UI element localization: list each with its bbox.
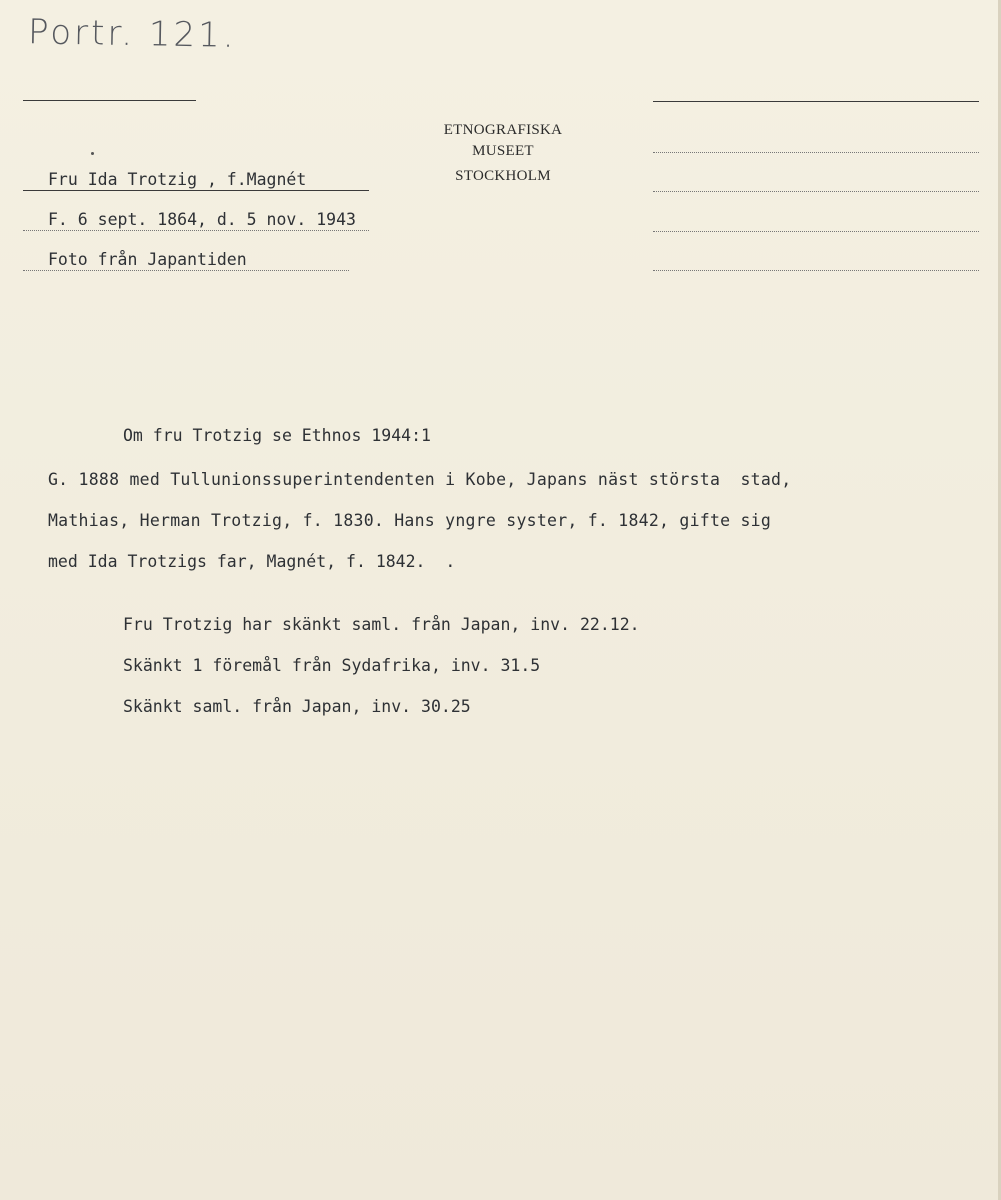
dot-mark: [91, 152, 94, 155]
right-line-3: [653, 231, 979, 232]
gift-line-1: Fru Trotzig har skänkt saml. från Japan, inv. 22.12.: [123, 615, 640, 634]
museum-line-3: STOCKHOLM: [455, 168, 551, 184]
top-left-rule: [23, 100, 196, 101]
photo-underline: [23, 270, 349, 271]
gift-line-3: Skänkt saml. från Japan, inv. 30.25: [123, 697, 471, 716]
name-underline: [23, 190, 369, 191]
photo-note: Foto från Japantiden: [48, 250, 247, 269]
dates-underline: [23, 230, 369, 231]
marriage-line-1: G. 1888 med Tullunionssuperintendenten i Kobe, Japans näst största stad,: [48, 470, 792, 489]
marriage-line-2: Mathias, Herman Trotzig, f. 1830. Hans yngre syster, f. 1842, gifte sig: [48, 511, 772, 530]
subject-dates: F. 6 sept. 1864, d. 5 nov. 1943: [48, 210, 356, 229]
ethnos-reference: Om fru Trotzig se Ethnos 1944:1: [123, 426, 431, 445]
museum-line-2: MUSEET: [472, 143, 534, 159]
subject-name: Fru Ida Trotzig , f.Magnét: [48, 170, 307, 189]
catalog-number: Portr. 121.: [27, 12, 237, 56]
marriage-line-3: med Ida Trotzigs far, Magnét, f. 1842. .: [48, 552, 456, 571]
museum-header: [403, 120, 603, 187]
right-line-2: [653, 191, 979, 192]
museum-line-1: ETNOGRAFISKA: [443, 122, 563, 138]
top-right-rule: [653, 101, 979, 102]
right-line-4: [653, 270, 979, 271]
right-line-1: [653, 152, 979, 153]
gift-line-2: Skänkt 1 föremål från Sydafrika, inv. 31.5: [123, 656, 541, 675]
